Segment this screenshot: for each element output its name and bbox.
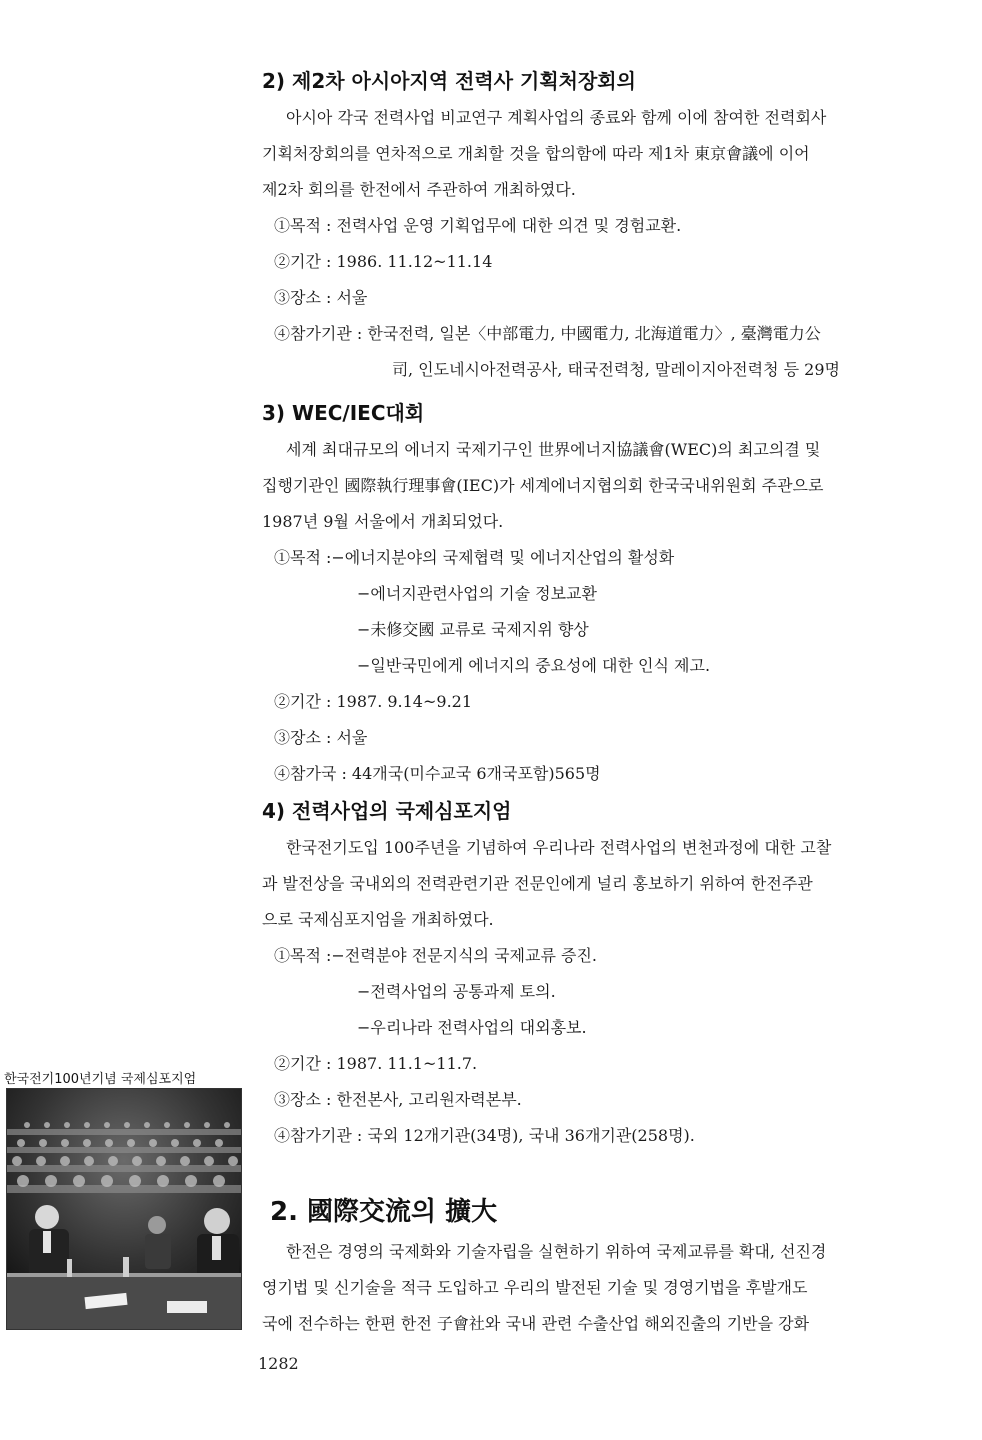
purpose-line: −에너지분야의 국제협력 및 에너지산업의 활성화 <box>331 548 675 567</box>
section-4-paragraph-line: 으로 국제심포지엄을 개최하였다. <box>262 910 494 929</box>
section-4-paragraph-line <box>262 830 942 866</box>
purpose-label: ①목적 : <box>274 548 332 567</box>
section-4 <box>262 796 942 1154</box>
chapter-2-paragraph-line: 국에 전수하는 한편 한전 子會社와 국내 관련 수출산업 해외진출의 기반을 강화 <box>262 1314 810 1333</box>
section-4-purpose-line: −전력사업의 공통과제 토의. <box>357 982 556 1001</box>
section-4-heading: 4) 전력사업의 국제심포지엄 <box>262 799 512 823</box>
section-4-paragraph-line: 과 발전상을 국내외의 전력관련기관 전문인에게 널리 홍보하기 위하여 한전주관 <box>262 874 813 893</box>
chapter-2 <box>262 1192 942 1342</box>
section-2 <box>262 66 942 388</box>
section-4-item-period: ②기간 : 1987. 11.1~11.7. <box>274 1054 478 1073</box>
section-3-item-place: ③장소 : 서울 <box>274 728 368 747</box>
section-4-item-place: ③장소 : 한전본사, 고리원자력본부. <box>274 1090 522 1109</box>
section-3-purpose-line: −에너지관련사업의 기술 정보교환 <box>357 584 597 603</box>
section-4-item-purpose <box>262 938 942 974</box>
section-3-heading: 3) WEC/IEC대회 <box>262 401 425 425</box>
text-line: 아시아 각국 전력사업 비교연구 계획사업의 종료와 함께 이에 참여한 전력회사 <box>286 108 827 127</box>
section-2-heading: 2) 제2차 아시아지역 전력사 기획처장회의 <box>262 69 636 93</box>
section-3-paragraph-line <box>262 432 942 468</box>
section-2-item-participants: ④참가기관 : 한국전력, 일본〈中部電力, 中國電力, 北海道電力〉, 臺灣電力公 <box>274 324 821 343</box>
purpose-line: −전력분야 전문지식의 국제교류 증진. <box>331 946 597 965</box>
photo-caption: 한국전기100년기념 국제심포지엄 <box>4 1072 197 1087</box>
page-number: 1282 <box>258 1354 299 1373</box>
text-line: 세계 최대규모의 에너지 국제기구인 世界에너지協議會(WEC)의 최고의결 및 <box>286 440 821 459</box>
section-2-paragraph-line: 제2차 회의를 한전에서 주관하여 개최하였다. <box>262 180 576 199</box>
section-2-item-participants-cont: 司, 인도네시아전력공사, 태국전력청, 말레이지아전력청 등 29명 <box>392 360 840 379</box>
section-3-paragraph-line: 집행기관인 國際執行理事會(IEC)가 세계에너지협의회 한국국내위원회 주관으로 <box>262 476 824 495</box>
section-3-item-participants: ④참가국 : 44개국(미수교국 6개국포함)565명 <box>274 764 601 783</box>
section-4-item-participants: ④참가기관 : 국외 12개기관(34명), 국내 36개기관(258명). <box>274 1126 695 1145</box>
chapter-2-paragraph-line <box>262 1234 942 1270</box>
section-4-purpose-line: −우리나라 전력사업의 대외홍보. <box>357 1018 587 1037</box>
section-3-purpose-line: −未修交國 교류로 국제지위 향상 <box>357 620 589 639</box>
text-line: 한전은 경영의 국제화와 기술자립을 실현하기 위하여 국제교류를 확대, 선진경 <box>286 1242 827 1261</box>
section-2-item-purpose: ①목적 : 전력사업 운영 기획업무에 대한 의견 및 경험교환. <box>274 216 682 235</box>
section-3-purpose-line: −일반국민에게 에너지의 중요성에 대한 인식 제고. <box>357 656 711 675</box>
text-line: 한국전기도입 100주년을 기념하여 우리나라 전력사업의 변천과정에 대한 고찰 <box>286 838 832 857</box>
section-3 <box>262 398 942 792</box>
section-2-item-place: ③장소 : 서울 <box>274 288 368 307</box>
section-3-item-period: ②기간 : 1987. 9.14~9.21 <box>274 692 473 711</box>
purpose-label: ①목적 : <box>274 946 332 965</box>
section-2-paragraph-line <box>262 100 942 136</box>
section-2-paragraph-line: 기획처장회의를 연차적으로 개최할 것을 합의함에 따라 제1차 東京會議에 이어 <box>262 144 810 163</box>
chapter-2-heading: 2. 國際交流의 擴大 <box>270 1197 498 1227</box>
chapter-2-paragraph-line: 영기법 및 신기술을 적극 도입하고 우리의 발전된 기술 및 경영기법을 후발개도 <box>262 1278 808 1297</box>
symposium-photo-illustration <box>7 1089 241 1329</box>
section-2-item-period: ②기간 : 1986. 11.12~11.14 <box>274 252 493 271</box>
symposium-photo <box>6 1088 242 1330</box>
section-3-paragraph-line: 1987년 9월 서울에서 개최되었다. <box>262 512 504 531</box>
section-3-item-purpose <box>262 540 942 576</box>
